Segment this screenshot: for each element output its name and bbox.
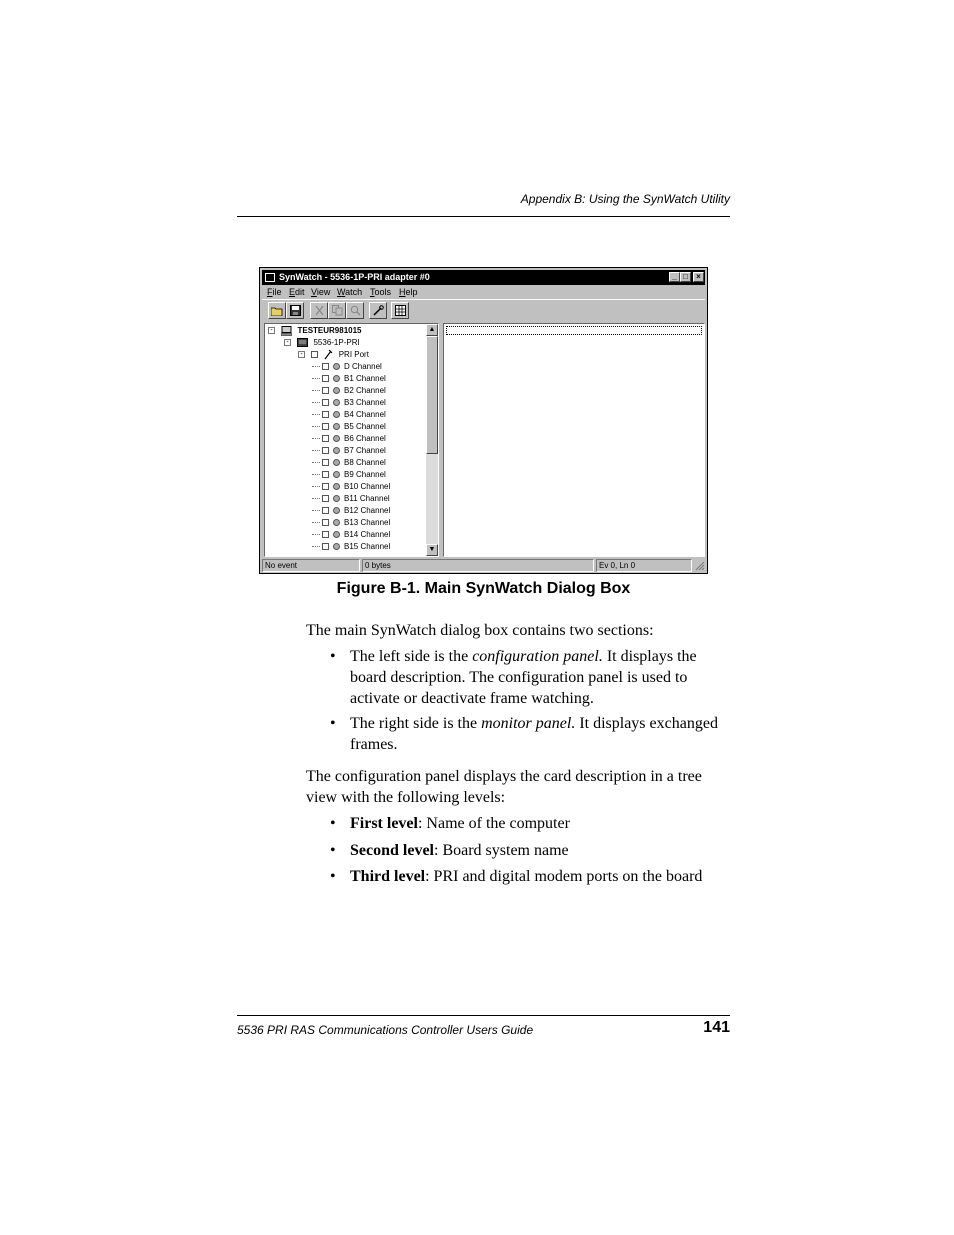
menu-tools[interactable] [370,286,391,299]
channel-checkbox[interactable] [322,363,329,370]
tree-node-channel[interactable] [312,361,382,373]
resize-grip-icon[interactable] [694,560,705,571]
status-bytes: 0 bytes [362,559,594,572]
tree-node-channel[interactable] [312,517,390,529]
configuration-panel[interactable] [264,323,439,557]
menu-tools-mnemonic: T [370,287,375,297]
channel-checkbox[interactable] [322,399,329,406]
menu-view-mnemonic: V [311,287,317,297]
channel-checkbox[interactable] [322,375,329,382]
tree-node-channel[interactable] [312,541,390,553]
menu-edit-mnemonic: E [289,287,296,297]
tree-node-channel[interactable] [312,409,386,421]
find-icon [350,305,361,316]
channel-label: B2 Channel [344,386,386,395]
intro-paragraph: The main SynWatch dialog box contains two sections: [306,622,654,639]
running-header: Appendix B: Using the SynWatch Utility [520,192,730,206]
channel-label: B4 Channel [344,410,386,419]
level-text: : Board system name [434,842,569,859]
menu-file-label: ile [272,287,282,297]
channel-label: B9 Channel [344,470,386,479]
tree-node-channel[interactable] [312,373,386,385]
section-description [350,646,735,709]
channel-label: B7 Channel [344,446,386,455]
figure-caption: Figure B-1. Main SynWatch Dialog Box [336,580,631,597]
channel-checkbox[interactable] [322,447,329,454]
cut-button[interactable] [310,302,328,319]
channel-label: B12 Channel [344,506,391,515]
tree-connector [312,522,320,523]
menu-watch-mnemonic: W [337,287,346,297]
tree-connector [312,486,320,487]
status-led-icon [333,387,340,394]
section-description [350,713,735,755]
app-icon [265,273,275,282]
channel-checkbox[interactable] [322,531,329,538]
channel-checkbox[interactable] [322,423,329,430]
level-text: : Name of the computer [417,815,570,832]
menu-view[interactable] [311,286,330,299]
level-term: First level [350,815,418,832]
channel-label: B1 Channel [344,374,386,383]
section-term: configuration panel. [472,648,603,665]
status-led-icon [333,483,340,490]
computer-name: TESTEUR981015 [297,326,362,335]
menu-tools-label: ools [374,287,392,297]
computer-icon [281,326,292,336]
footer-title: 5536 PRI RAS Communications Controller Users Guide [237,1023,534,1037]
menu-bar [262,286,705,299]
grid-button[interactable] [391,302,409,319]
section-term: monitor panel. [481,715,576,732]
channel-label: B13 Channel [344,518,391,527]
menu-edit[interactable] [289,286,305,299]
board-icon [297,338,308,347]
tree-connector [312,438,320,439]
channel-label: B14 Channel [344,530,391,539]
status-event: No event [262,559,360,572]
section-text: It displays exchanged frames. [350,715,718,753]
copy-button[interactable] [328,302,346,319]
tree-connector [312,414,320,415]
status-led-icon [333,435,340,442]
status-led-icon [333,447,340,454]
toolbar [262,299,705,321]
status-led-icon [333,459,340,466]
tree-node-channel[interactable] [312,397,386,409]
tree-connector [312,546,320,547]
status-position: Ev 0, Ln 0 [596,559,692,572]
cut-icon [314,305,325,316]
minimize-button[interactable]: _ [669,272,680,282]
menu-watch[interactable] [337,286,362,299]
channel-label: B10 Channel [344,482,391,491]
save-button[interactable] [286,302,304,319]
save-icon [290,305,301,316]
status-led-icon [333,495,340,502]
maximize-button[interactable]: □ [680,272,691,282]
port-name: PRI Port [338,350,369,359]
tree-connector [312,474,320,475]
tree-node-channel[interactable] [312,445,386,457]
tree-connector [312,534,320,535]
scroll-up-button[interactable]: ▲ [426,324,438,336]
level-description [350,866,735,887]
section-text: It displays the board description. The configuration panel is used to activate or deactivate frame watching. [350,648,697,707]
channel-checkbox[interactable] [322,543,329,550]
tree-node-channel[interactable] [312,493,390,505]
menu-help[interactable] [399,286,418,299]
tree-node-channel[interactable] [312,457,386,469]
status-led-icon [333,531,340,538]
tree-connector [312,402,320,403]
menu-file-mnemonic: F [267,287,273,297]
channel-checkbox[interactable] [322,471,329,478]
tree-node-channel[interactable] [312,529,390,541]
channel-label: B11 Channel [344,494,390,503]
status-led-icon [333,423,340,430]
menu-help-mnemonic: H [399,287,406,297]
open-button[interactable] [268,302,286,319]
page-number: 141 [703,1019,730,1036]
status-led-icon [333,471,340,478]
tree-scrollbar[interactable] [426,324,438,556]
tree-connector [312,510,320,511]
tree-connector [312,450,320,451]
plug-icon [324,349,333,360]
status-led-icon [333,411,340,418]
copy-icon [332,305,343,316]
menu-help-label: elp [405,287,418,297]
tree-node-channel[interactable] [312,469,386,481]
level-text: : PRI and digital modem ports on the board [425,868,703,885]
port-checkbox[interactable] [311,351,318,358]
status-led-icon [333,375,340,382]
find-button[interactable] [346,302,364,319]
level-description [350,813,735,834]
channel-label: B15 Channel [344,542,391,551]
tree-connector [312,462,320,463]
header-rule [237,216,730,217]
channel-checkbox[interactable] [322,519,329,526]
status-led-icon [333,543,340,550]
menu-file[interactable] [267,286,282,299]
channel-checkbox[interactable] [322,483,329,490]
tree-connector [312,390,320,391]
menu-watch-label: atch [345,287,363,297]
scroll-down-button[interactable]: ▼ [426,544,438,556]
grid-icon [395,305,406,316]
tree-node-channel[interactable] [312,433,386,445]
tree-connector [312,378,320,379]
collapse-icon[interactable]: - [298,351,305,358]
levels-intro-paragraph: The configuration panel displays the card description in a tree view with the following levels: [306,768,702,806]
channel-label: B3 Channel [344,398,386,407]
section-text: The left side is the [350,648,473,665]
channel-checkbox[interactable] [322,459,329,466]
tree-node-computer[interactable] [268,325,362,337]
channel-label: B6 Channel [344,434,386,443]
level-term: Third level [350,868,426,885]
channel-checkbox[interactable] [322,411,329,418]
channel-label: B5 Channel [344,422,386,431]
collapse-icon[interactable]: - [268,327,275,334]
collapse-icon[interactable]: - [284,339,291,346]
level-term: Second level [350,842,434,859]
bullet-icon: • [330,648,336,665]
bullet-icon: • [330,842,336,859]
channel-checkbox[interactable] [322,495,329,502]
bullet-icon: • [330,715,336,732]
bullet-icon: • [330,868,336,885]
status-bar [262,559,705,572]
selection-focus-row [446,326,702,335]
tree-node-port[interactable] [298,349,369,361]
menu-view-label: iew [316,287,331,297]
window-title: SynWatch - 5536-1P-PRI adapter #0 [279,272,430,282]
tree-connector [312,426,320,427]
section-text: The right side is the [350,715,482,732]
bullet-icon: • [330,815,336,832]
title-bar [262,270,705,285]
menu-edit-label: dit [295,287,305,297]
status-led-icon [333,519,340,526]
tree-connector [312,498,320,499]
tree-node-channel[interactable] [312,421,386,433]
open-icon [271,306,283,316]
channel-checkbox[interactable] [322,507,329,514]
close-button[interactable]: × [693,272,704,282]
status-led-icon [333,399,340,406]
channel-checkbox[interactable] [322,387,329,394]
channel-label: B8 Channel [344,458,386,467]
synwatch-window [259,267,708,574]
monitor-panel[interactable] [443,323,705,557]
level-description [350,840,735,861]
configure-button[interactable] [369,302,387,319]
tree-node-board[interactable] [284,337,360,349]
tree-node-channel[interactable] [312,385,386,397]
scroll-thumb[interactable] [426,336,438,454]
tree-node-channel[interactable] [312,481,390,493]
wrench-icon [373,305,384,316]
footer-rule [237,1015,730,1016]
channel-checkbox[interactable] [322,435,329,442]
board-name: 5536-1P-PRI [313,338,360,347]
status-led-icon [333,363,340,370]
status-led-icon [333,507,340,514]
tree-connector [312,366,320,367]
channel-label: D Channel [344,362,382,371]
tree-node-channel[interactable] [312,505,390,517]
